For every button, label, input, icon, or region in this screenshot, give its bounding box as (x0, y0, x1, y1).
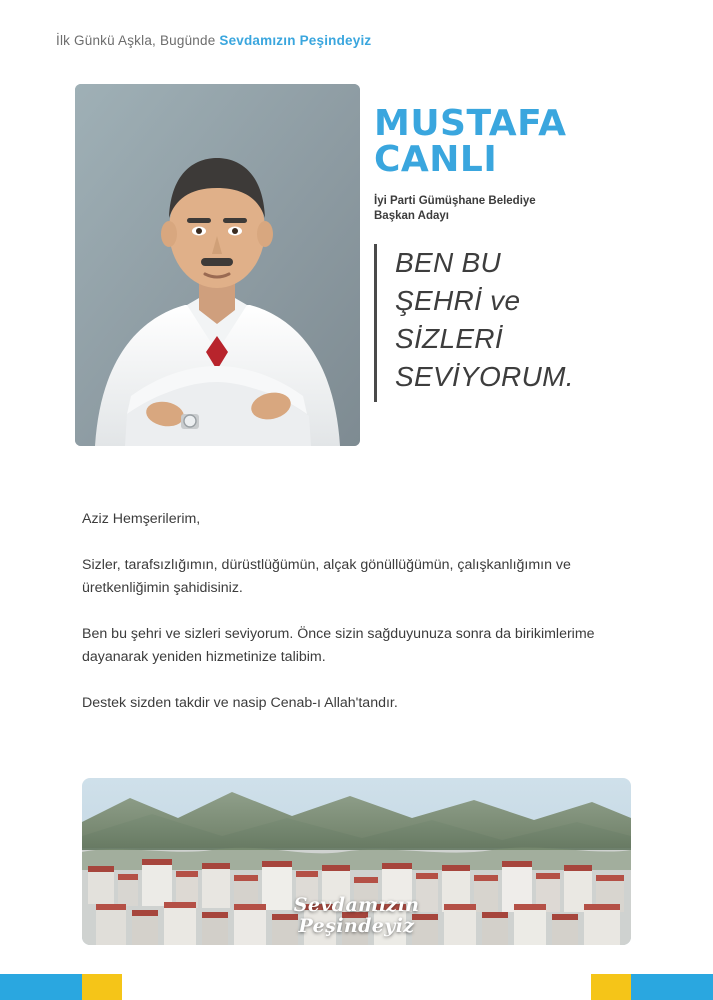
candidate-first-name: MUSTAFA (374, 103, 567, 144)
quote-line-3: SİZLERİ (395, 323, 503, 354)
quote-line-2: ŞEHRİ ve (395, 285, 521, 316)
campaign-logo-line2: Peşindeyiz (298, 915, 415, 937)
candidate-portrait (75, 84, 360, 446)
letter-paragraph-3: Destek sizden takdir ve nasip Cenab-ı Allah'tandır. (82, 695, 398, 711)
campaign-logo (82, 895, 631, 937)
footer-bar-white-middle (122, 974, 591, 1000)
footer-bar-yellow-left (82, 974, 122, 1000)
header-tagline (56, 33, 371, 48)
letter-paragraph-1: Sizler, tarafsızlığımın, dürüstlüğümün, alçak gönüllüğümün, çalışkanlığımın ve üretkenliğimin şahidisiniz. (82, 557, 571, 596)
candidate-role-line2: Başkan Adayı (374, 210, 449, 222)
quote-line-1: BEN BU (395, 247, 502, 278)
slogan-quote-text (395, 244, 574, 396)
candidate-role-line1: İyi Parti Gümüşhane Belediye (374, 195, 536, 207)
tagline-accent-text: Sevdamızın Peşindeyiz (219, 33, 372, 48)
campaign-logo-line1: Sevdamızın (293, 894, 420, 916)
candidate-name-block (374, 103, 674, 224)
candidate-portrait-image (75, 84, 360, 446)
city-panorama (82, 778, 631, 945)
tagline-plain-text: İlk Günkü Aşkla, Bugünde (56, 33, 220, 48)
footer-bar-blue-left (0, 974, 82, 1000)
candidate-last-name: CANLI (374, 139, 498, 180)
candidate-name (374, 103, 674, 180)
quote-line-4: SEVİYORUM. (395, 361, 574, 392)
slogan-quote (374, 244, 574, 402)
letter-paragraph-2: Ben bu şehri ve sizleri seviyorum. Önce sizin sağduyunuza sonra da birikimlerime dayanarak yeniden hizmetinize talibim. (82, 626, 595, 665)
letter-salutation: Aziz Hemşerilerim, (82, 511, 201, 527)
footer-color-bar (0, 974, 713, 1000)
footer-bar-blue-right (631, 974, 713, 1000)
candidate-role (374, 194, 604, 224)
footer-bar-yellow-right (591, 974, 631, 1000)
letter-body (82, 508, 602, 715)
